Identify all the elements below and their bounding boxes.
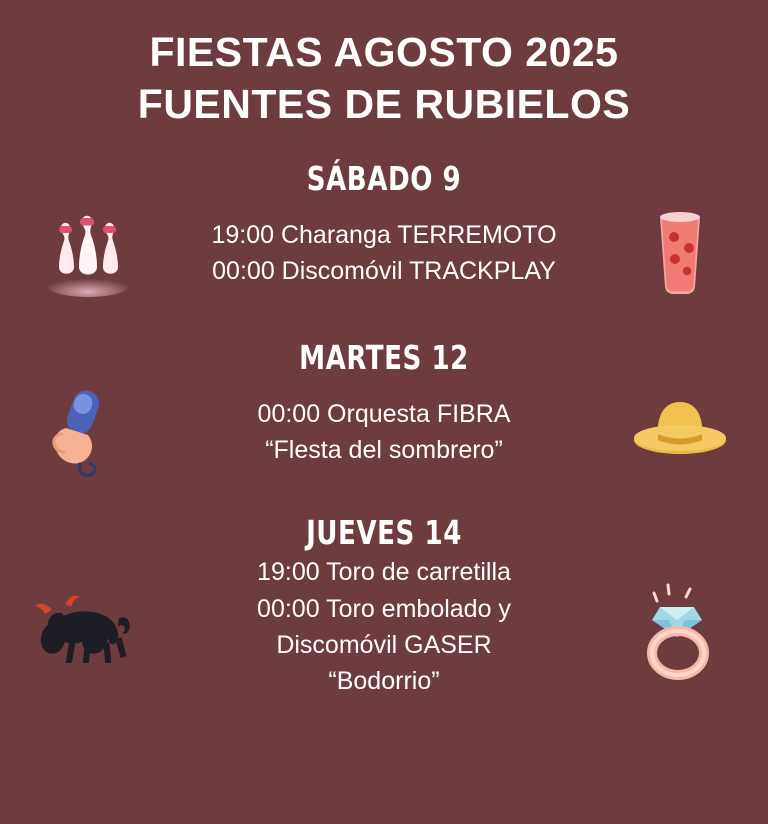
events-jueves-14 bbox=[257, 554, 511, 699]
event-item: “Bodorrio” bbox=[328, 667, 440, 696]
straw-hat-icon bbox=[620, 372, 740, 492]
page-title-line-1: FIESTAS AGOSTO 2025 bbox=[149, 29, 619, 75]
event-item: “Flesta del sombrero” bbox=[265, 435, 503, 464]
day-body-martes-12 bbox=[0, 377, 768, 487]
events-martes-12 bbox=[258, 396, 511, 469]
bowling-pins-icon bbox=[28, 193, 148, 313]
bull-icon bbox=[28, 567, 148, 687]
hand-microphone-icon bbox=[28, 372, 148, 492]
event-item: 19:00 Toro de carretilla bbox=[257, 558, 511, 587]
events-sabado-9 bbox=[211, 217, 556, 290]
day-section-jueves-14 bbox=[0, 513, 768, 702]
event-item: 00:00 Toro embolado y bbox=[257, 594, 511, 623]
day-body-jueves-14 bbox=[0, 552, 768, 702]
day-section-martes-12 bbox=[0, 338, 768, 487]
drink-glass-icon bbox=[620, 193, 740, 313]
day-heading-sabado-9: SÁBADO 9 bbox=[306, 158, 462, 198]
page-title-line-2: FUENTES DE RUBIELOS bbox=[137, 81, 631, 128]
day-body-sabado-9 bbox=[0, 198, 768, 308]
event-item: Discomóvil GASER bbox=[276, 630, 492, 659]
event-item: 19:00 Charanga TERREMOTO bbox=[211, 220, 557, 249]
poster-header bbox=[0, 0, 768, 131]
event-item: 00:00 Orquesta FIBRA bbox=[257, 399, 511, 428]
day-heading-martes-12: MARTES 12 bbox=[299, 337, 469, 377]
diamond-ring-icon bbox=[620, 567, 740, 687]
day-section-sabado-9 bbox=[0, 159, 768, 308]
day-heading-jueves-14: JUEVES 14 bbox=[306, 512, 462, 552]
event-item: 00:00 Discomóvil TRACKPLAY bbox=[212, 256, 556, 285]
